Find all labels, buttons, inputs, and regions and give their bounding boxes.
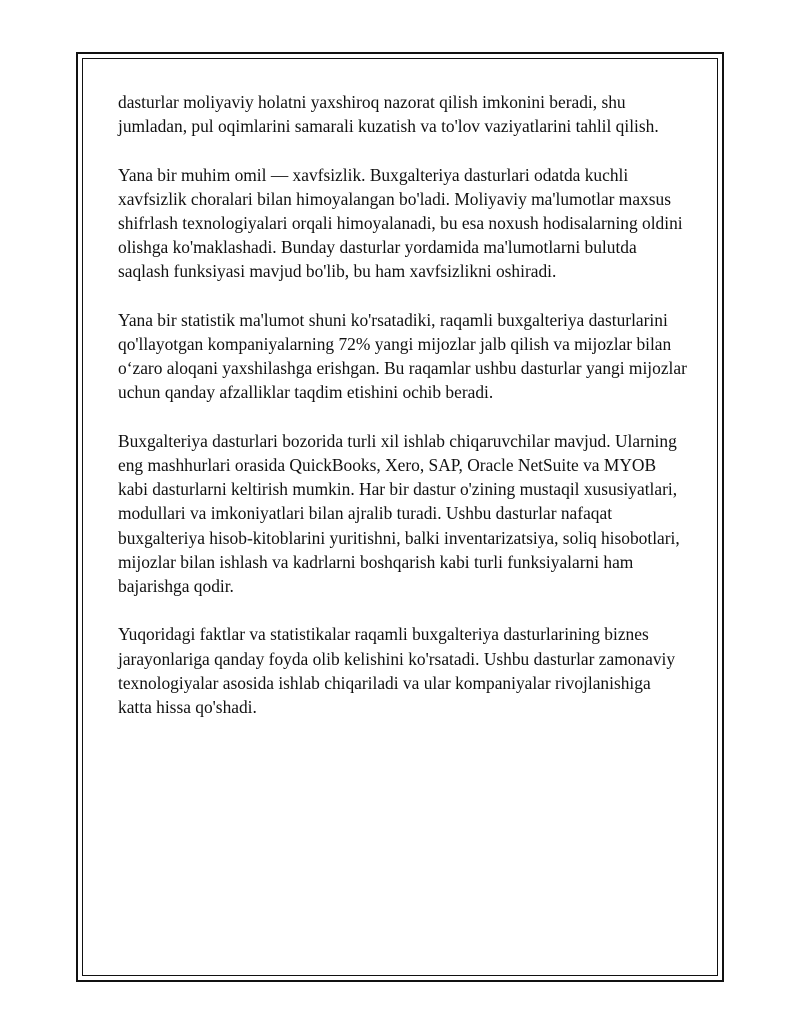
paragraph-3: Yana bir statistik ma'lumot shuni ko'rsatadiki, raqamli buxgalteriya dasturlarini qo'llayotgan kompaniyalarning 72% yangi mijozlar jalb qilish va mijozlar bilan o‘zaro aloqani yaxshilashga erishgan. Bu raqamlar ushbu dasturlar yangi mijozlar uchun qanday afzalliklar taqdim etishini ochib beradi. [118,309,687,403]
paragraph-2: Yana bir muhim omil — xavfsizlik. Buxgalteriya dasturlari odatda kuchli xavfsizlik choralari bilan himoyalangan bo'ladi. Moliyaviy ma'lumotlar maxsus shifrlash texnologiyalari orqali himoyalanadi, bu esa noxush hodisalarning oldini olishga ko'maklashadi. Bunday dasturlar yordamida ma'lumotlarni bulutda saqlash funksiyasi mavjud bo'lib, bu ham xavfsizlikni oshiradi. [118,164,683,282]
paragraph-4: Buxgalteriya dasturlari bozorida turli xil ishlab chiqaruvchilar mavjud. Ularning eng mashhurlari orasida QuickBooks, Xero, SAP, Oracle NetSuite va MYOB kabi dasturlarni keltirish mumkin. Har bir dastur o'zining mustaqil xususiyatlari, modullari va imkoniyatlari bilan ajralib turadi. Ushbu dasturlar nafaqat buxgalteriya hisob-kitoblarini yuritishni, balki inventarizatsiya, soliq hisobotlari, mijozlar bilan ishlash va kadrlarni boshqarish kabi turli funksiyalarni ham bajarishga qodir. [118,430,680,597]
paragraph-5: Yuqoridagi faktlar va statistikalar raqamli buxgalteriya dasturlarining biznes jarayonlariga qanday foyda olib kelishini ko'rsatadi. Ushbu dasturlar zamonaviy texnologiyalar asosida ishlab chiqariladi va ular kompaniyalar rivojlanishiga katta hissa qo'shadi. [118,624,676,718]
paragraph-1: dasturlar moliyaviy holatni yaxshiroq nazorat qilish imkonini beradi, shu jumladan, pul oqimlarini samarali kuzatish va to'lov vaziyatlarini tahlil qilish. [118,92,659,137]
document-body [118,90,688,743]
